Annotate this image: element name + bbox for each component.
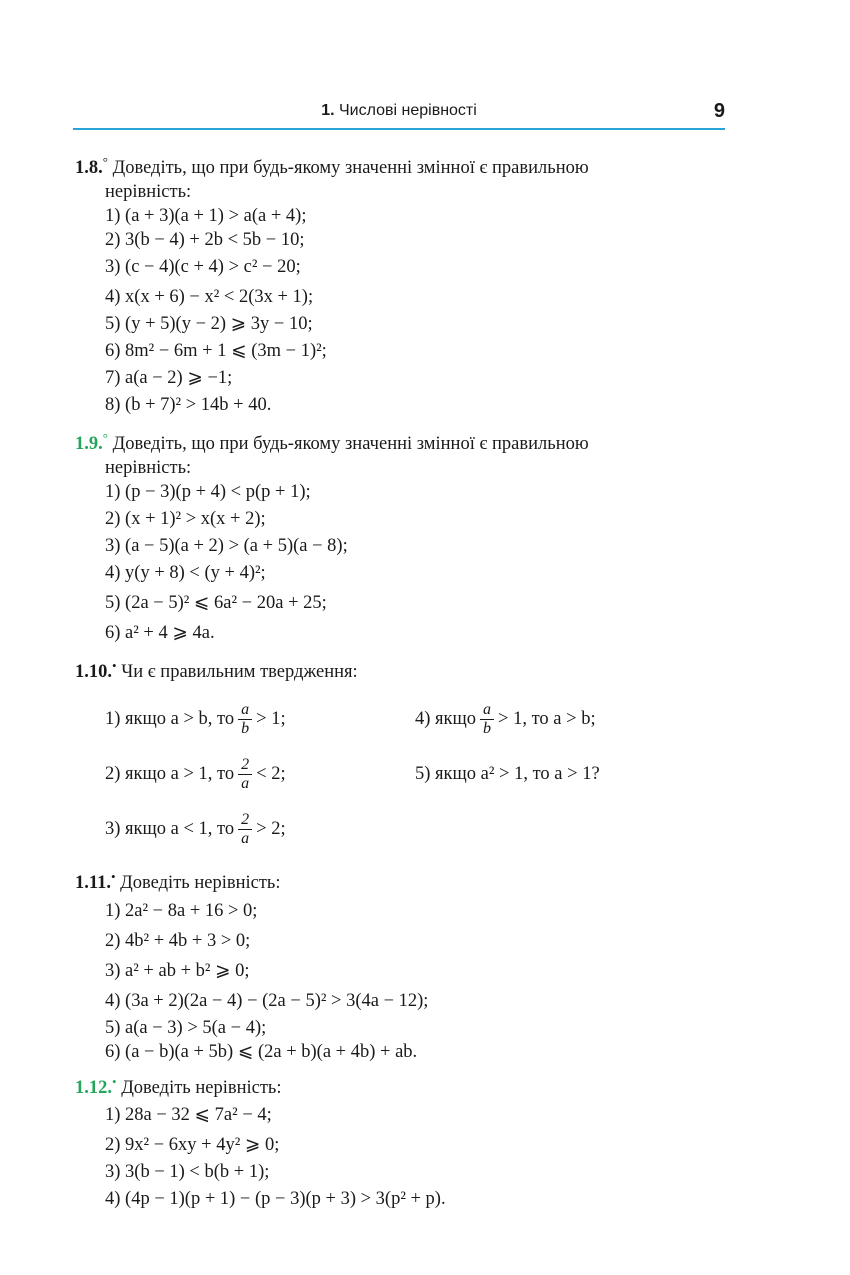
difficulty-mark: ° — [102, 430, 108, 446]
item-list — [75, 480, 735, 648]
problem-statement — [75, 654, 735, 684]
problem-text: Доведіть, що при будь-якому значенні змінної є правильною — [112, 434, 589, 455]
statement-2 — [105, 749, 286, 799]
fraction — [480, 701, 494, 738]
statement-suffix: < 2; — [256, 763, 286, 784]
denominator: a — [241, 829, 250, 847]
list-item: 4) x(x + 6) − x² < 2(3x + 1); — [105, 287, 314, 308]
list-item: 6) 8m² − 6m + 1 ⩽ (3m − 1)²; — [105, 341, 327, 362]
numerator: 2 — [238, 756, 252, 775]
list-item: 1) 2a² − 8a + 16 > 0; — [105, 900, 258, 921]
item-list — [75, 896, 735, 1064]
list-item: 2) 3(b − 4) + 2b < 5b − 10; — [105, 230, 305, 251]
problem-text: Чи є правильним твердження: — [121, 662, 358, 683]
list-item: 6) a² + 4 ⩾ 4a. — [105, 623, 215, 644]
list-item: 8) (b + 7)² > 14b + 40. — [105, 395, 272, 416]
problem-statement — [75, 150, 735, 180]
numerator: 2 — [238, 811, 252, 830]
problem-statement — [75, 426, 735, 456]
problem-statement — [75, 1070, 735, 1100]
difficulty-mark: • — [112, 1073, 117, 1089]
chapter-name: Числові нерівності — [338, 102, 477, 119]
problem-text: Доведіть, що при будь-якому значенні змінної є правильною — [112, 158, 589, 179]
list-item: 7) a(a − 2) ⩾ −1; — [105, 368, 233, 389]
denominator: b — [241, 719, 250, 737]
list-item: 5) (y + 5)(y − 2) ⩾ 3y − 10; — [105, 314, 313, 335]
list-item: 3) a² + ab + b² ⩾ 0; — [105, 960, 250, 981]
problems-group-2 — [75, 865, 735, 1213]
fraction — [238, 811, 252, 848]
list-item: 4) y(y + 8) < (y + 4)²; — [105, 563, 266, 584]
page-content — [75, 150, 735, 1220]
statement-3 — [105, 804, 286, 854]
list-item: 2) 9x² − 6xy + 4y² ⩾ 0; — [105, 1134, 280, 1155]
statement-suffix: > 2; — [256, 818, 286, 839]
list-item: 2) 4b² + 4b + 3 > 0; — [105, 930, 251, 951]
item-list — [75, 1100, 735, 1214]
numerator: a — [238, 701, 252, 720]
problem-p19 — [75, 426, 735, 648]
problem-number: 1.8. — [75, 158, 103, 179]
difficulty-mark: • — [110, 869, 116, 885]
item-list — [75, 204, 735, 420]
problem-text: Доведіть нерівність: — [120, 873, 281, 894]
problem-text-continuation: нерівність: — [105, 458, 192, 479]
statement-4 — [415, 694, 596, 744]
statements-grid — [75, 694, 735, 859]
list-item: 5) a(a − 3) > 5(a − 4); — [105, 1017, 267, 1038]
problems-group-1 — [75, 150, 735, 648]
difficulty-mark: • — [112, 658, 117, 674]
statement-prefix: 4) якщо — [415, 708, 477, 729]
list-item: 1) 28a − 32 ⩽ 7a² − 4; — [105, 1104, 272, 1125]
numerator: a — [480, 701, 494, 720]
problem-text-continuation: нерівність: — [105, 182, 192, 203]
difficulty-mark: ° — [102, 154, 108, 169]
problem-p111 — [75, 865, 735, 1063]
chapter-number: 1. — [321, 102, 335, 119]
statement-5 — [415, 749, 600, 799]
list-item: 3) (c − 4)(c + 4) > c² − 20; — [105, 257, 301, 278]
problem-number: 1.10. — [75, 662, 112, 683]
problem-1-10 — [75, 654, 735, 859]
list-item: 6) (a − b)(a + 5b) ⩽ (2a + b)(a + 4b) + ab. — [105, 1041, 418, 1062]
chapter-title — [73, 102, 725, 120]
denominator: b — [483, 719, 492, 737]
statement-1 — [105, 694, 286, 744]
list-item: 1) (p − 3)(p + 4) < p(p + 1); — [105, 482, 311, 503]
statement-prefix: 2) якщо a > 1, то — [105, 763, 235, 784]
fraction — [238, 756, 252, 793]
problem-p112 — [75, 1070, 735, 1214]
statement-prefix: 1) якщо a > b, то — [105, 708, 235, 729]
list-item: 3) 3(b − 1) < b(b + 1); — [105, 1161, 270, 1182]
list-item: 5) (2a − 5)² ⩽ 6a² − 20a + 25; — [105, 593, 327, 614]
problem-number: 1.12. — [75, 1077, 112, 1098]
page-header — [73, 100, 725, 130]
list-item: 3) (a − 5)(a + 2) > (a + 5)(a − 8); — [105, 536, 348, 557]
problem-number: 1.11. — [75, 873, 111, 894]
problem-text: Доведіть нерівність: — [121, 1077, 282, 1098]
statement-suffix: > 1; — [256, 708, 286, 729]
statement-prefix: 3) якщо a < 1, то — [105, 818, 235, 839]
statement-suffix: > 1, то a > b; — [498, 708, 596, 729]
list-item: 2) (x + 1)² > x(x + 2); — [105, 509, 266, 530]
problem-number: 1.9. — [75, 434, 103, 455]
list-item: 4) (4p − 1)(p + 1) − (p − 3)(p + 3) > 3(p² + p). — [105, 1188, 446, 1209]
fraction — [238, 701, 252, 738]
list-item: 1) (a + 3)(a + 1) > a(a + 4); — [105, 206, 307, 227]
statement-text: 5) якщо a² > 1, то a > 1? — [415, 763, 600, 784]
page-number: 9 — [713, 100, 725, 122]
list-item: 4) (3a + 2)(2a − 4) − (2a − 5)² > 3(4a − 12); — [105, 990, 429, 1011]
problem-statement — [75, 865, 735, 895]
problem-p18 — [75, 150, 735, 420]
denominator: a — [241, 774, 250, 792]
